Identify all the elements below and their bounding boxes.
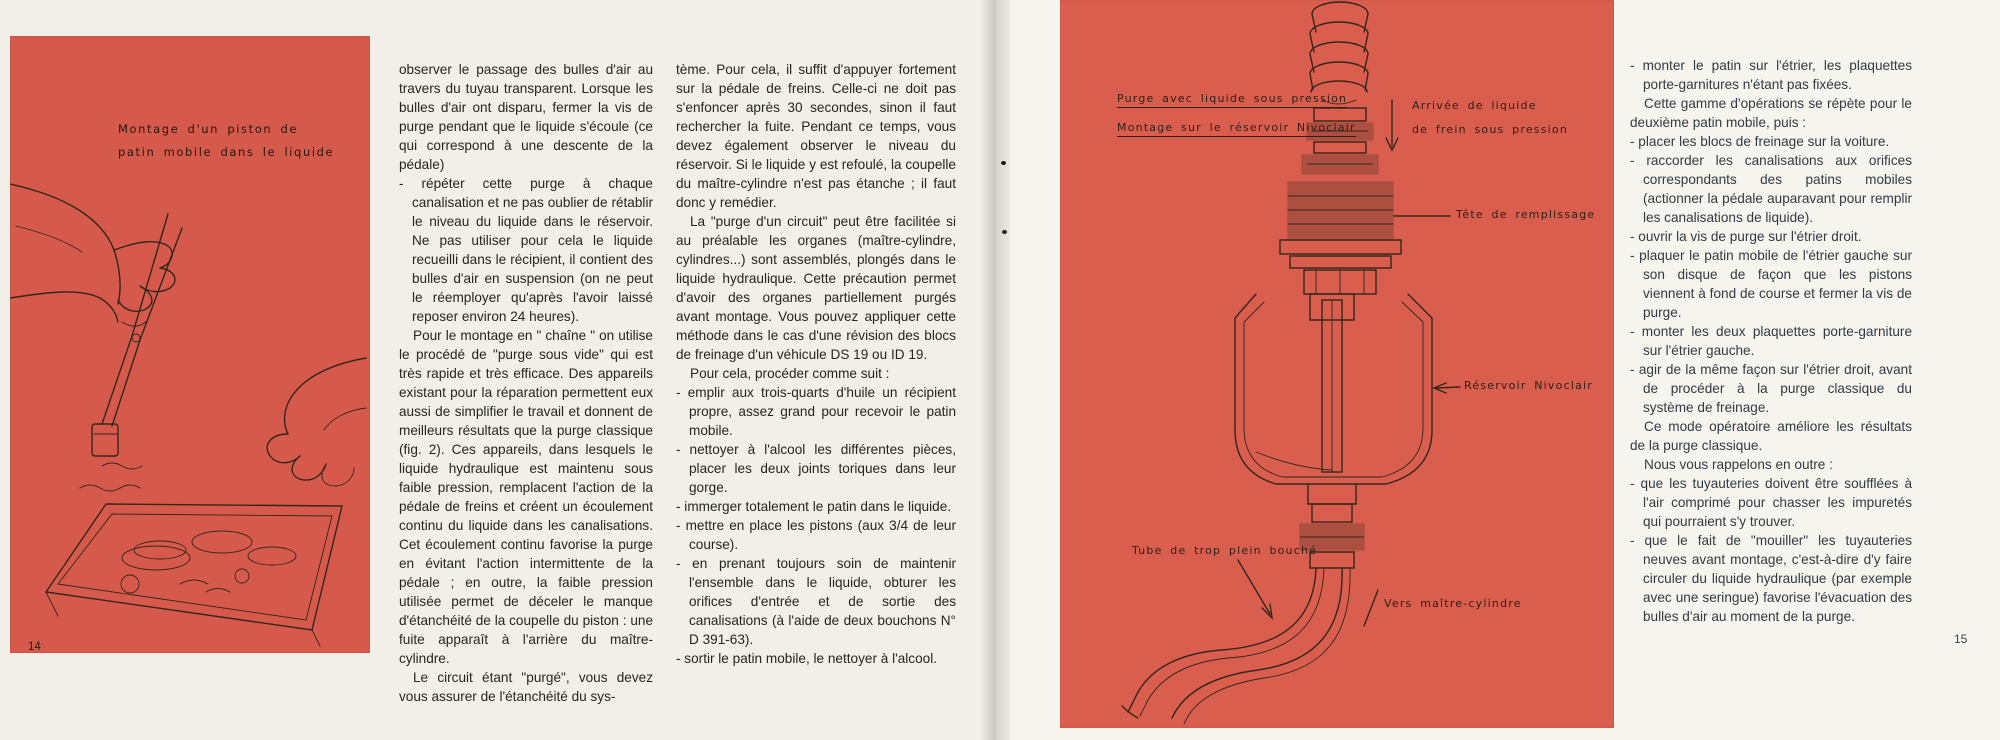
list-item: - répéter cette purge à chaque canalisation et ne pas oublier de rétablir le niveau du liquide dans le réservoir. Ne pas utiliser pour cela le liquide recueilli dans le récipient, il contient des bulles d'air en suspension (on ne peut le réemployer qu'après l'avoir laissé reposer environ 24 heures).: [399, 176, 653, 324]
list-item: - ouvrir la vis de purge sur l'étrier droit.: [1630, 229, 1862, 244]
list-item: - nettoyer à l'alcool les différentes pièces, placer les deux joints toriques dans leur gorge.: [676, 442, 956, 495]
reservoir-jar: [1235, 294, 1432, 484]
list-item: - en prenant toujours soin de maintenir l'ensemble dans le liquide, obturer les orifices d'entrée et de sortie des canalisations (à l'aide de deux bouchons N° D 391-63).: [676, 556, 956, 647]
list-item: - emplir aux trois-quarts d'huile un récipient propre, assez grand pour recevoir le patin mobile.: [676, 385, 956, 438]
figure-2-title-line1: Purge avec liquide sous pression: [1117, 92, 1347, 108]
page-14: [0, 0, 990, 740]
page-number-14: 14: [28, 641, 41, 653]
figure-2-title-line2: Montage sur le réservoir Nivoclair: [1117, 121, 1356, 137]
paragraph: Cette gamme d'opérations se répète pour le deuxième patin mobile, puis :: [1630, 96, 1912, 130]
list-item: - agir de la même façon sur l'étrier droit, avant de procéder à la purge classique du système de freinage.: [1630, 362, 1912, 415]
hose-fittings: [1302, 108, 1378, 174]
list-item: - raccorder les canalisations aux orifices correspondants des patins mobiles (actionner la pédale auparavant pour remplir les canalisations de liquide).: [1630, 153, 1912, 225]
label-vers-maitre-cylindre: Vers maître-cylindre: [1384, 597, 1522, 610]
outlet-tubes: [1122, 568, 1350, 724]
figure-2-panel: [1060, 0, 1614, 728]
paragraph: Pour cela, procéder comme suit :: [690, 366, 890, 381]
list-item: - immerger totalement le patin dans le liquide.: [676, 499, 952, 514]
page-fold: [980, 0, 1014, 740]
list-item: - mettre en place les pistons (aux 3/4 de leur course).: [676, 518, 956, 552]
label-tube-trop-plein: Tube de trop plein bouché: [1132, 544, 1318, 557]
filler-head: [1280, 182, 1401, 294]
list-item: - plaquer le patin mobile de l'étrier gauche sur son disque de façon que les pistons viennent à fond de course et fermer la vis de purge.: [1630, 248, 1912, 320]
label-arrivee-liquide-line2: de frein sous pression: [1412, 123, 1569, 136]
list-item: - placer les blocs de freinage sur la voiture.: [1630, 134, 1890, 149]
paragraph: Ce mode opératoire améliore les résultats de la purge classique.: [1630, 419, 1912, 453]
column-3: [1630, 56, 1912, 626]
list-item: - que le fait de "mouiller" les tuyauteries neuves avant montage, c'est-à-dire d'y faire circuler du liquide hydraulique (par exemple avec une seringue) favorise l'évacuation des bulles d'air au moment de la purge.: [1630, 533, 1912, 624]
list-item: - que les tuyauteries doivent être soufflées à l'air comprimé pour chasser les impuretés qui pourraient s'y trouver.: [1630, 476, 1912, 529]
column-2: [676, 60, 956, 668]
paragraph: observer le passage des bulles d'air au travers du tuyau transparent. Lorsque les bulles d'air ont disparu, fermer la vis de purge pendant que le liquide s'écoule (ce qui correspond à une descente de la pédale): [399, 62, 653, 172]
list-item: - sortir le patin mobile, le nettoyer à l'alcool.: [676, 651, 937, 666]
figure-1-caption-line2: patin mobile dans le liquide: [118, 145, 335, 159]
staple-mark: [1002, 230, 1007, 234]
paragraph: tème. Pour cela, il suffit d'appuyer fortement sur la pédale de freins. Celle-ci ne doit pas s'enfoncer après 30 secondes, sinon il faut rechercher la fuite. Pendant ce temps, vous devez également observer le niveau du réservoir. Si le liquide y est refoulé, la coupelle du maître-cylindre n'est pas étanche ; il faut donc y remédier.: [676, 62, 956, 210]
list-item: - monter le patin sur l'étrier, les plaquettes porte-garnitures n'étant pas fixées.: [1630, 58, 1912, 92]
page-number-15: 15: [1954, 632, 1968, 646]
list-item: - monter les deux plaquettes porte-garniture sur l'étrier gauche.: [1630, 324, 1912, 358]
staple-mark: [1001, 161, 1006, 165]
spiral-hose: [1310, 2, 1368, 104]
label-arrivee-liquide-line1: Arrivée de liquide: [1412, 99, 1537, 112]
paragraph: Nous vous rappelons en outre :: [1644, 457, 1833, 472]
figure-1-caption-line1: Montage d'un piston de: [118, 122, 299, 136]
paragraph: Pour le montage en " chaîne " on utilise le procédé de "purge sous vide" qui est très rapide et très efficace. Des appareils existant pour la réparation permettent eux aussi de simplifier le travail et donnent de meilleurs résultats que la purge classique (fig. 2). Ces appareils, dans lesquels le liquide hydraulique est maintenu sous faible pression, remplacent l'action de la pédale de freins et créent un écoulement continu du liquide dans les canalisations. Cet écoulement continu favorise la purge en évitant l'action intermittente de la pédale ; en outre, la faible pression utilisée permet de déceler le manque d'étanchéité de la coupelle du piston : une fuite apparaît à l'arrière du maître-cylindre.: [399, 328, 653, 666]
column-1: [399, 60, 653, 706]
label-tete-de-remplissage: Tête de remplissage: [1456, 208, 1596, 221]
paragraph: La "purge d'un circuit" peut être facilitée si au préalable les organes (maître-cylindre, cylindres...) sont assemblés, plongés dans le liquide hydraulique. Cette précaution permet d'avoir des organes partiellement purgés avant montage. Vous pouvez appliquer cette méthode dans le cas d'une révision des blocs de freinage d'un véhicule DS 19 ou ID 19.: [676, 214, 956, 362]
figure-1-panel: [10, 36, 370, 653]
label-reservoir-nivoclair: Réservoir Nivoclair: [1464, 379, 1594, 392]
down-arrow-icon: [1386, 100, 1398, 150]
figure-1-caption: [118, 118, 348, 164]
paragraph: Le circuit étant "purgé", vous devez vous assurer de l'étanchéité du sys-: [399, 670, 653, 704]
